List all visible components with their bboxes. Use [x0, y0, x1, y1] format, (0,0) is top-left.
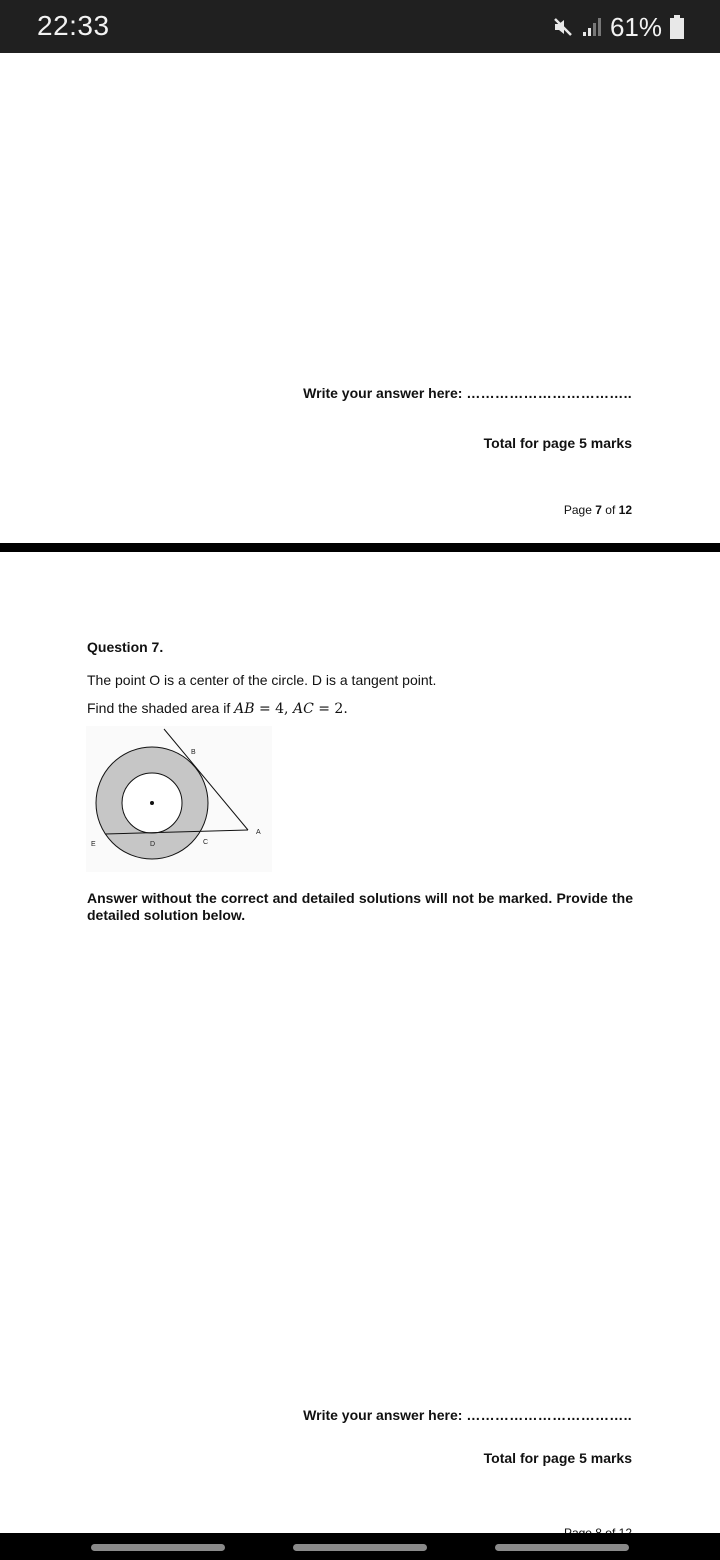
- answer-line-top: [303, 385, 632, 401]
- math-expression: AB = 4, AC = 2.: [234, 701, 348, 717]
- nav-back-button[interactable]: [495, 1544, 629, 1551]
- instructions: Answer without the correct and detailed solutions will not be marked. Provide the detailed solution below.: [87, 890, 633, 923]
- label-d: D: [150, 841, 156, 848]
- label-a: A: [256, 829, 261, 836]
- total-marks-top: Total for page 5 marks: [483, 435, 632, 451]
- label-e: E: [91, 841, 96, 848]
- answer-label: Write your answer here:: [303, 385, 463, 401]
- question-statement: The point O is a center of the circle. D is a tangent point.: [87, 672, 437, 688]
- answer-label: Write your answer here:: [303, 1407, 463, 1423]
- question-find: Find the shaded area if AB = 4, AC = 2.: [87, 700, 348, 717]
- signal-icon: [582, 17, 602, 37]
- mute-icon: [552, 16, 574, 38]
- navigation-bar: [0, 1533, 720, 1560]
- status-time: 22:33: [37, 10, 110, 41]
- question-title: Question 7.: [87, 639, 164, 655]
- nav-home-button[interactable]: [293, 1544, 427, 1551]
- answer-dots: ……………………………..: [466, 1407, 632, 1423]
- battery-icon: [670, 15, 684, 39]
- status-bar: [0, 0, 720, 53]
- geometry-figure: [86, 726, 272, 872]
- nav-recents-button[interactable]: [91, 1544, 225, 1551]
- label-b: B: [191, 749, 196, 756]
- total-marks-bottom: Total for page 5 marks: [483, 1450, 632, 1466]
- status-icons: [552, 10, 684, 44]
- page-number: Page 7 of 12: [563, 503, 632, 517]
- battery-percent: 61%: [609, 11, 662, 42]
- page-divider: [0, 543, 720, 552]
- label-c: C: [203, 839, 209, 846]
- center-point: [150, 801, 154, 805]
- answer-line-bottom: [303, 1407, 632, 1423]
- answer-dots: ……………………………..: [466, 385, 632, 401]
